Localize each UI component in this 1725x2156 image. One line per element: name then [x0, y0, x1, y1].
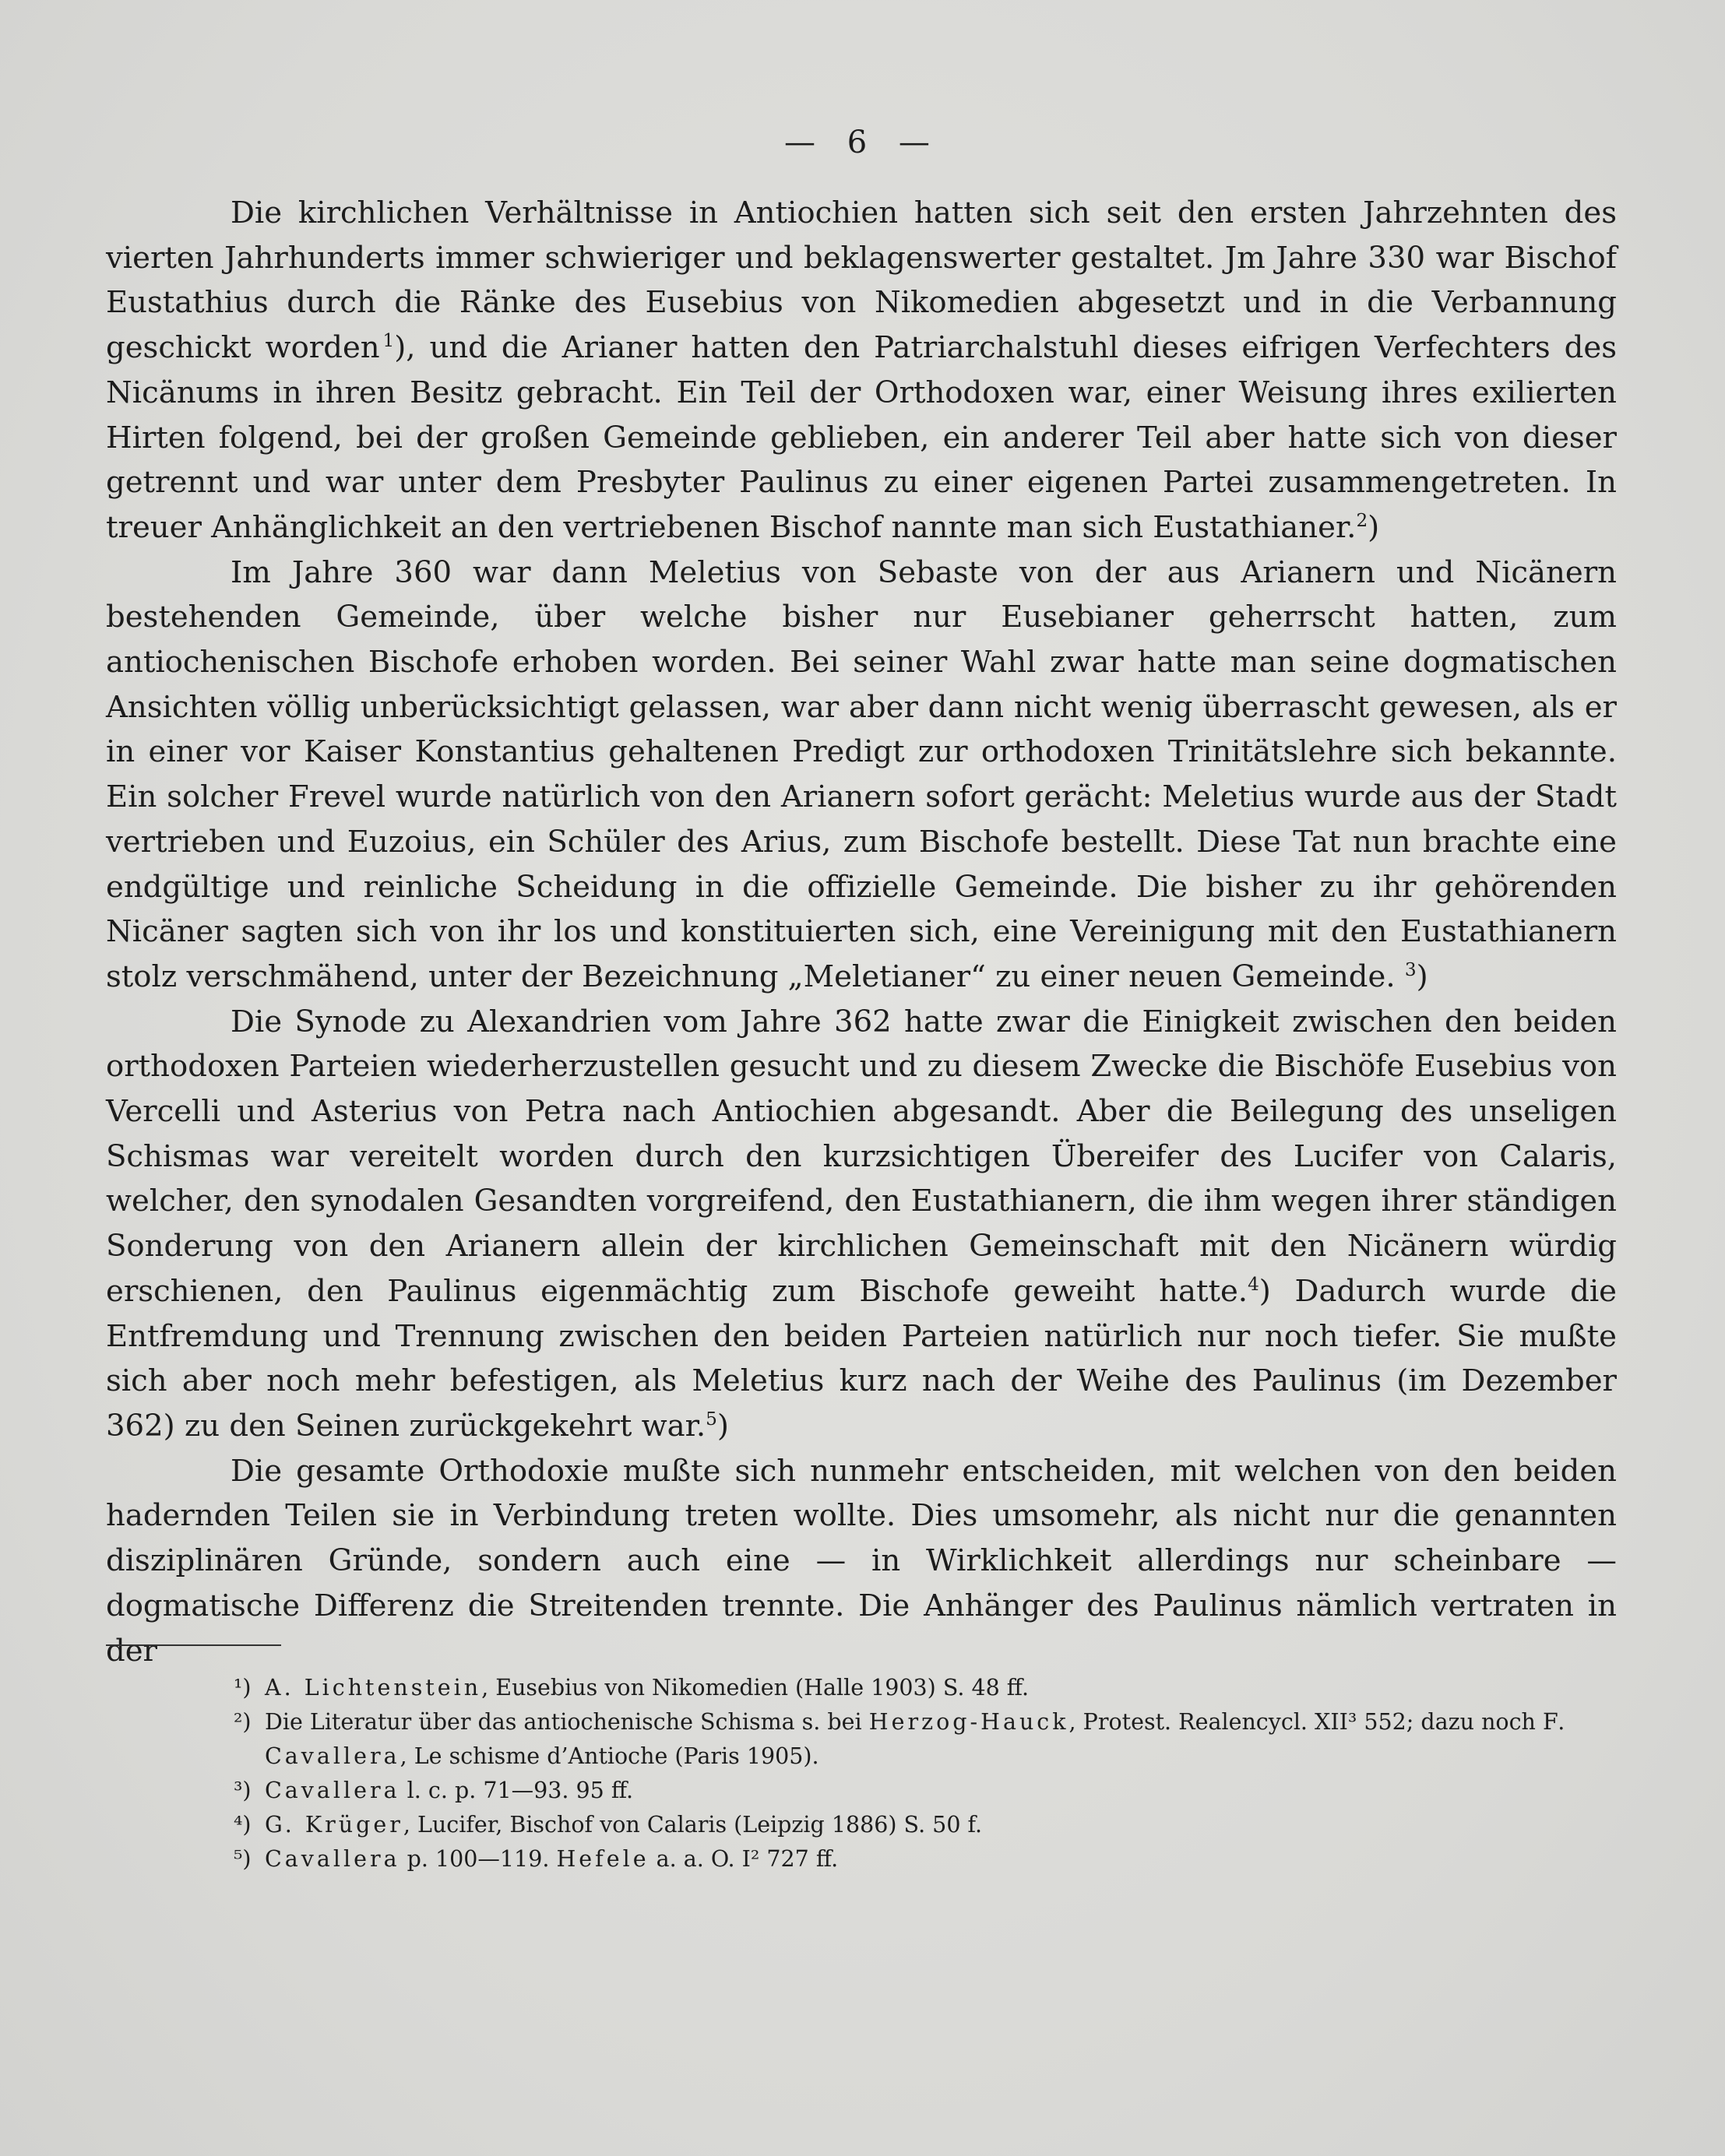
footnote-divider	[106, 1644, 281, 1646]
paragraph-2-text: Im Jahre 360 war dann Meletius von Sebaste von der aus Arianern und Nicänern bestehenden Gemeinde, über welche bisher nur Eusebianer geherrscht hatten, zum antiochenischen Bischofe erhoben worden. Bei seiner Wahl zwar hatte man seine dogmatischen Ansichten völlig unberücksichtigt gelassen, war aber dann nicht wenig überrascht gewesen, als er in einer vor Kaiser Konstantius gehaltenen Predigt zur orthodoxen Trinitätslehre sich bekannte. Ein solcher Frevel wurde natürlich von den Arianern sofort gerächt: Meletius wurde aus der Stadt vertrieben und Euzoius, ein Schüler des Arius, zum Bischofe bestellt. Diese Tat nun brachte eine endgültige und reinliche Scheidung in die offizielle Gemeinde. Die bisher zu ihr gehörenden Nicäner sagten sich von ihr los und konstituierten sich, eine Vereinigung mit den Eustathianern stolz verschmähend, unter der Bezeichnung „Meletianer“ zu einer neuen Gemeinde.	[106, 554, 1617, 994]
footnote-text	[265, 1705, 1604, 1774]
footnote-ref-1: 1	[382, 331, 395, 352]
footnote-ref-2: 2	[1356, 511, 1368, 532]
paragraph-4-text: Die gesamte Orthodoxie mußte sich nunmehr entscheiden, mit welchen von den beiden hadernden Teilen sie in Verbindung treten wollte. Dies umsomehr, als nicht nur die genannten disziplinären Gründe, sondern auch eine — in Wirklichkeit allerdings nur scheinbare — dogmatische Differenz die Streitenden trennte. Die Anhänger des Paulinus nämlich vertraten in der	[106, 1453, 1617, 1669]
footnote-body: Die Literatur über das antiochenische Schisma s. bei	[265, 1709, 869, 1735]
footnote-mark: ³)	[234, 1778, 252, 1803]
paragraph-1: Die kirchlichen Verhältnisse in Antiochien hatten sich seit den ersten Jahrzehnten des vierten Jahrhunderts immer schwieriger und beklagenswerter gestaltet. Jm Jahre 330 war Bischof Eustathius durch die Ränke des Eusebius von Nikomedien abgesetzt und in die Verbannung geschickt worden $^1$), und die Arianer hatten den Patriarchalstuhl dieses eifrigen Verfechters des Nicänums in ihren Besitz gebracht. Ein Teil der Orthodoxen war, einer Weisung ihres exilierten Hirten folgend, bei der großen Gemeinde geblieben, ein anderer Teil aber hatte sich von dieser getrennt und war unter dem Presbyter Paulinus zu einer eigenen Partei zusammengetreten. In treuer Anhänglichkeit an den vertriebenen Bischof nannte man sich Eustathianer.$^2$)	[106, 195, 1617, 545]
main-text	[106, 191, 1617, 1673]
paragraph-2: Im Jahre 360 war dann Meletius von Sebaste von der aus Arianern und Nicänern bestehenden Gemeinde, über welche bisher nur Eusebianer geherrscht hatten, zum antiochenischen Bischofe erhoben worden. Bei seiner Wahl zwar hatte man seine dogmatischen Ansichten völlig unberücksichtigt gelassen, war aber dann nicht wenig überrascht gewesen, als er in einer vor Kaiser Konstantius gehaltenen Predigt zur orthodoxen Trinitätslehre sich bekannte. Ein solcher Frevel wurde natürlich von den Arianern sofort gerächt: Meletius wurde aus der Stadt vertrieben und Euzoius, ein Schüler des Arius, zum Bischofe bestellt. Diese Tat nun brachte eine endgültige und reinliche Scheidung in die offizielle Gemeinde. Die bisher zu ihr gehörenden Nicäner sagten sich von ihr los und konstituierten sich, eine Vereinigung mit den Eustathianern stolz verschmähend, unter der Bezeichnung „Meletianer“ zu einer neuen Gemeinde. $^3$)	[106, 554, 1617, 994]
footnote-body: , Protest. Realencycl. XII³ 552; dazu noch	[1068, 1709, 1543, 1735]
paragraph-3-text-a: Die Synode zu Alexandrien vom Jahre 362 hatte zwar die Einigkeit zwischen den beiden orthodoxen Parteien wiederherzustellen gesucht und zu diesem Zwecke die Bischöfe Eusebius von Vercelli und Asterius von Petra nach Antiochien abgesandt. Aber die Beilegung des unseligen Schismas war vereitelt worden durch den kurzsichtigen Übereifer des Lucifer von Calaris, welcher, den synodalen Gesandten vorgreifend, den Eustathianern, die ihm wegen ihrer ständigen Sonderung von den Arianern allein der kirchlichen Gemeinschaft mit den Nicänern würdig erschienen, den Paulinus eigenmächtig zum Bischofe geweiht hatte.	[106, 1004, 1617, 1309]
footnote-text	[265, 1774, 1604, 1808]
footnote-4	[234, 1808, 1604, 1842]
footnote-mark: ¹)	[234, 1675, 252, 1701]
paragraph-1-text-b: , und die Arianer hatten den Patriarchalstuhl dieses eifrigen Verfechters des Nicänums in ihren Besitz gebracht. Ein Teil der Orthodoxen war, einer Weisung ihres exilierten Hirten folgend, bei der großen Gemeinde geblieben, ein anderer Teil aber hatte sich von dieser getrennt und war unter dem Presbyter Paulinus zu einer eigenen Partei zusammengetreten. In treuer Anhänglichkeit an den vertriebenen Bischof nannte man sich Eustathianer.	[106, 330, 1617, 545]
footnote-author: Cavallera	[265, 1778, 400, 1803]
footnote-text	[265, 1842, 1604, 1876]
footnote-mark: ⁴)	[234, 1812, 252, 1838]
footnote-author: F. Cavallera	[265, 1709, 1568, 1769]
footnote-body: l. c. p. 71—93. 95 ff.	[400, 1778, 634, 1803]
footnote-author: Herzog-Hauck	[868, 1709, 1069, 1735]
footnote-text	[265, 1671, 1604, 1705]
footnote-body: , Le schisme d’Antioche (Paris 1905).	[400, 1743, 819, 1769]
footnote-body: a. a. O. I² 727 ff.	[649, 1846, 839, 1872]
footnote-ref-5: 5	[706, 1409, 717, 1430]
paragraph-3: Die Synode zu Alexandrien vom Jahre 362 hatte zwar die Einigkeit zwischen den beiden orthodoxen Parteien wiederherzustellen gesucht und zu diesem Zwecke die Bischöfe Eusebius von Vercelli und Asterius von Petra nach Antiochien abgesandt. Aber die Beilegung des unseligen Schismas war vereitelt worden durch den kurzsichtigen Übereifer des Lucifer von Calaris, welcher, den synodalen Gesandten vorgreifend, den Eustathianern, die ihm wegen ihrer ständigen Sonderung von den Arianern allein der kirchlichen Gemeinschaft mit den Nicänern würdig erschienen, den Paulinus eigenmächtig zum Bischofe geweiht hatte.$^4$) Dadurch wurde die Entfremdung und Trennung zwischen den beiden Parteien natürlich nur noch tiefer. Sie mußte sich aber noch mehr befestigen, als Meletius kurz nach der Weihe des Paulinus (im Dezember 362) zu den Seinen zurückgekehrt war.$^5$)	[106, 1004, 1617, 1444]
footnote-author: G. Krüger	[265, 1812, 403, 1838]
footnote-mark: ²)	[234, 1709, 252, 1735]
paragraph-3-text-b: Dadurch wurde die Entfremdung und Trennung zwischen den beiden Parteien natürlich nur noch tiefer. Sie mußte sich aber noch mehr befestigen, als Meletius kurz nach der Weihe des Paulinus (im Dezember 362) zu den Seinen zurückgekehrt war.	[106, 1273, 1617, 1444]
page-number: — 6 —	[784, 125, 941, 160]
footnote-body: p. 100—119.	[400, 1846, 557, 1872]
footnote-author: Cavallera	[265, 1846, 400, 1872]
footnote-mark: ⁵)	[234, 1846, 252, 1872]
footnote-author: Hefele	[556, 1846, 650, 1872]
footnote-body: , Eusebius von Nikomedien (Halle 1903) S. 48 ff.	[481, 1675, 1030, 1701]
footnote-body: , Lucifer, Bischof von Calaris (Leipzig 1886) S. 50 f.	[403, 1812, 983, 1838]
footnote-1	[234, 1671, 1604, 1705]
footnote-text	[265, 1808, 1604, 1842]
footnote-ref-4: 4	[1248, 1274, 1259, 1295]
footnotes	[234, 1671, 1604, 1876]
footnote-author: A. Lichtenstein	[265, 1675, 482, 1701]
footnote-5	[234, 1842, 1604, 1876]
footnote-ref-3: 3	[1404, 960, 1417, 981]
footnote-3	[234, 1774, 1604, 1808]
paragraph-1-text-a: Die kirchlichen Verhältnisse in Antiochien hatten sich seit den ersten Jahrzehnten des vierten Jahrhunderts immer schwieriger und beklagenswerter gestaltet. Jm Jahre 330 war Bischof Eustathius durch die Ränke des Eusebius von Nikomedien abgesetzt und in die Verbannung geschickt worden	[106, 195, 1617, 366]
footnote-2	[234, 1705, 1604, 1774]
paragraph-4	[106, 1449, 1617, 1674]
